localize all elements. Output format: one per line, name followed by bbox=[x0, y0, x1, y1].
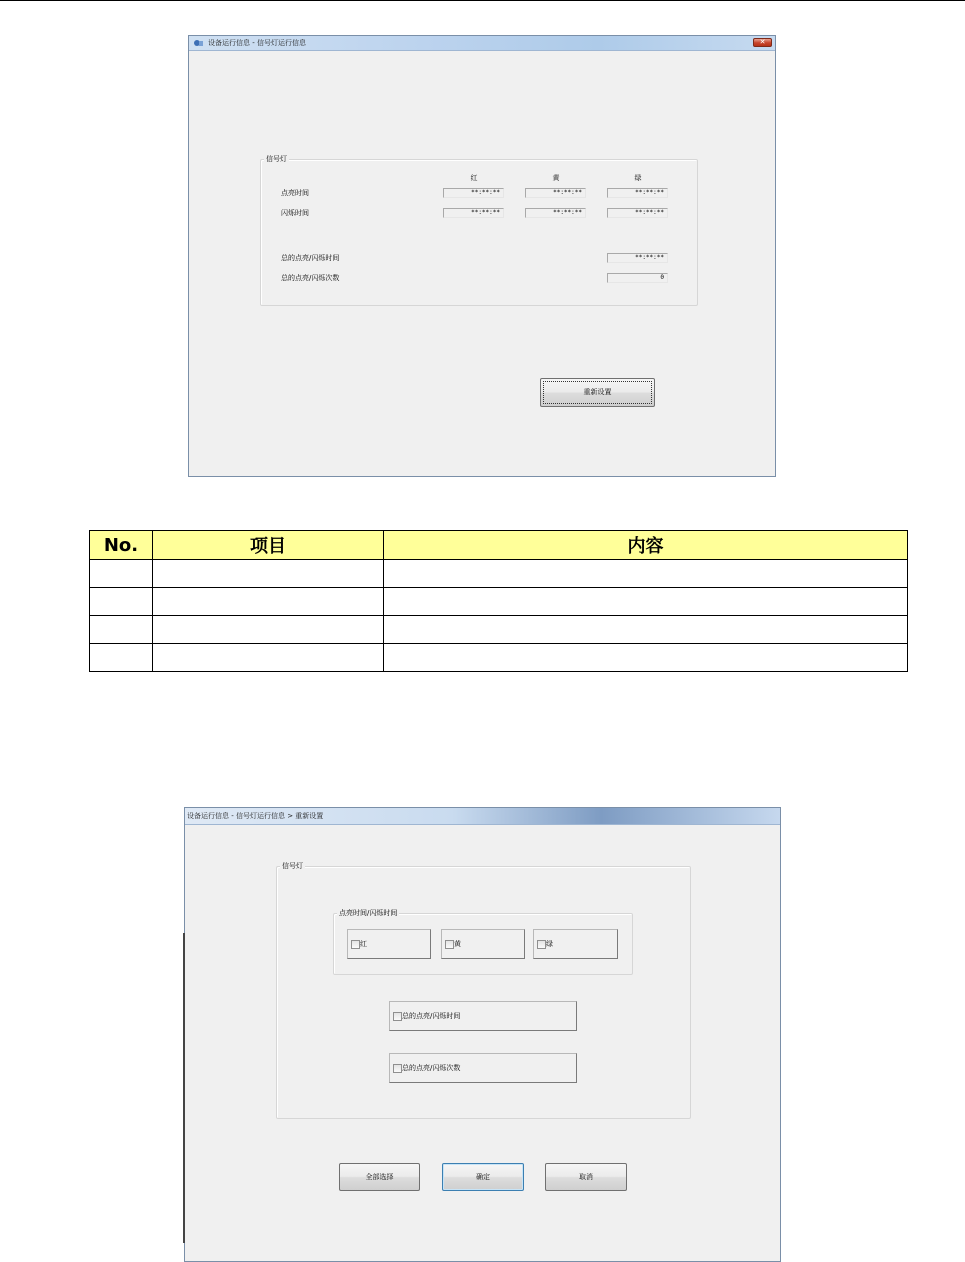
checkbox-square bbox=[393, 1064, 402, 1073]
red-checkbox[interactable] bbox=[347, 929, 431, 959]
cell-item bbox=[153, 644, 384, 672]
total-time-checkbox[interactable] bbox=[389, 1001, 577, 1031]
ok-button[interactable]: 确定 bbox=[442, 1163, 524, 1191]
column-header-yellow: 黄 bbox=[552, 174, 560, 182]
yellow-checkbox[interactable] bbox=[441, 929, 525, 959]
red-on-time-field: **:**:** bbox=[443, 188, 504, 198]
yellow-blink-time-field: **:**:** bbox=[525, 208, 586, 218]
cell-content bbox=[384, 560, 908, 588]
table-row bbox=[90, 560, 908, 588]
cell-no bbox=[90, 588, 153, 616]
row-label-blink-time: 闪烁时间 bbox=[281, 209, 309, 217]
cell-item bbox=[153, 588, 384, 616]
yellow-on-time-field: **:**:** bbox=[525, 188, 586, 198]
checkbox-square bbox=[393, 1012, 402, 1021]
checkbox-square bbox=[351, 940, 360, 949]
total-count-checkbox[interactable] bbox=[389, 1053, 577, 1083]
item-description-table bbox=[89, 530, 908, 672]
table-row bbox=[90, 616, 908, 644]
total-count-field: 0 bbox=[607, 273, 668, 283]
row-label-on-time: 点亮时间 bbox=[281, 189, 309, 197]
table-row bbox=[90, 644, 908, 672]
cell-content bbox=[384, 588, 908, 616]
cell-no bbox=[90, 560, 153, 588]
checkbox-square bbox=[537, 940, 546, 949]
cell-no bbox=[90, 644, 153, 672]
group-label: 信号灯 bbox=[282, 862, 303, 870]
window-title: 设备运行信息 - 信号灯运行信息 > 重新设置 bbox=[187, 812, 324, 820]
table-header-row bbox=[90, 531, 908, 560]
reset-settings-window bbox=[184, 807, 781, 1262]
cancel-button[interactable]: 取消 bbox=[545, 1163, 627, 1191]
checkbox-label: 总的点亮/闪烁时间 bbox=[402, 1012, 461, 1020]
close-button[interactable] bbox=[753, 38, 772, 47]
green-on-time-field: **:**:** bbox=[607, 188, 668, 198]
red-blink-time-field: **:**:** bbox=[443, 208, 504, 218]
left-edge-marker bbox=[183, 933, 185, 1243]
cell-content bbox=[384, 644, 908, 672]
reset-button[interactable]: 重新设置 bbox=[540, 378, 655, 407]
green-checkbox[interactable] bbox=[533, 929, 618, 959]
header-no: No. bbox=[90, 531, 153, 560]
select-all-button[interactable]: 全部选择 bbox=[339, 1163, 420, 1191]
column-header-green: 绿 bbox=[634, 174, 642, 182]
group-label: 信号灯 bbox=[266, 155, 287, 163]
app-icon bbox=[194, 39, 203, 47]
window-title: 设备运行信息 - 信号灯运行信息 bbox=[208, 39, 306, 47]
checkbox-label: 红 bbox=[360, 940, 367, 948]
total-time-label: 总的点亮/闪烁时间 bbox=[281, 254, 340, 262]
window-titlebar[interactable] bbox=[189, 36, 775, 51]
column-header-red: 红 bbox=[470, 174, 478, 182]
header-item: 项目 bbox=[153, 531, 384, 560]
green-blink-time-field: **:**:** bbox=[607, 208, 668, 218]
cell-item bbox=[153, 616, 384, 644]
cell-content bbox=[384, 616, 908, 644]
close-icon: ✕ bbox=[759, 38, 766, 46]
checkbox-label: 绿 bbox=[546, 940, 553, 948]
signal-light-info-window bbox=[188, 35, 776, 477]
total-time-field: **:**:** bbox=[607, 253, 668, 263]
cell-item bbox=[153, 560, 384, 588]
cell-no bbox=[90, 616, 153, 644]
page-top-rule bbox=[0, 0, 965, 1]
header-content: 内容 bbox=[384, 531, 908, 560]
total-count-label: 总的点亮/闪烁次数 bbox=[281, 274, 340, 282]
checkbox-label: 总的点亮/闪烁次数 bbox=[402, 1064, 461, 1072]
checkbox-label: 黄 bbox=[454, 940, 461, 948]
table-row bbox=[90, 588, 908, 616]
checkbox-square bbox=[445, 940, 454, 949]
window-titlebar[interactable] bbox=[185, 808, 780, 825]
subgroup-label: 点亮时间/闪烁时间 bbox=[339, 909, 398, 917]
